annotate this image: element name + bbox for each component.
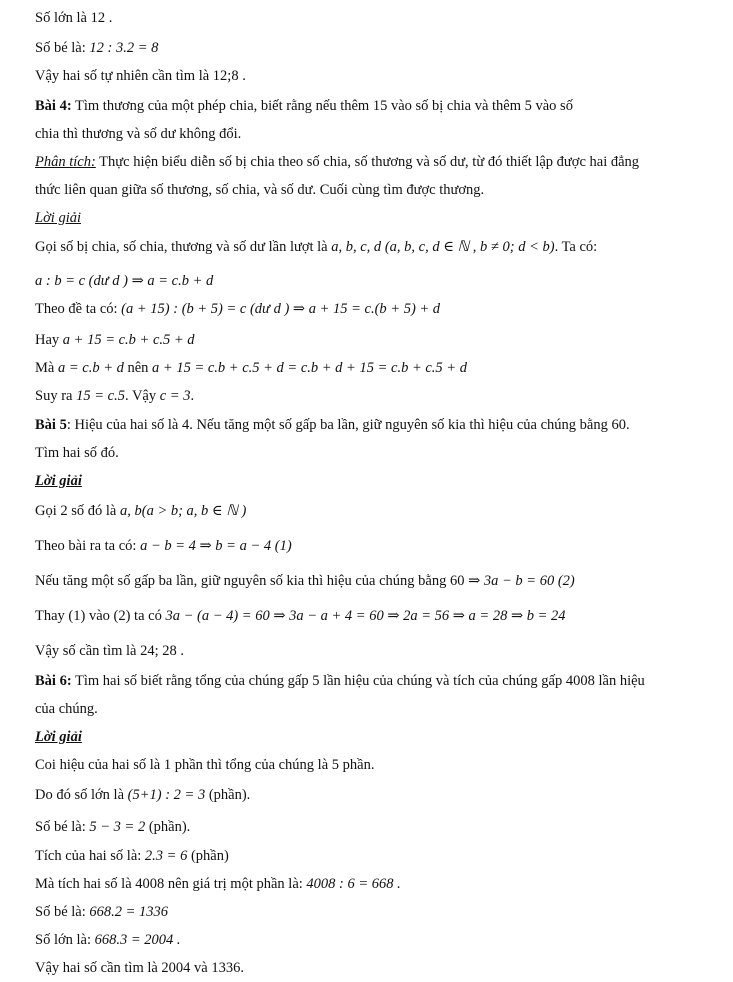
text: Mà tích hai số là 4008 nên giá trị một phần là:: [35, 876, 303, 892]
text: .: [190, 388, 195, 404]
text: Tìm hai số đó.: [35, 445, 119, 461]
math-expression: 15 = c.5: [76, 388, 125, 404]
math-expression: 668.3 = 2004 .: [94, 932, 181, 948]
problem-label: Bài 5: [35, 417, 67, 433]
text-line: [35, 846, 721, 866]
text: nên: [127, 360, 149, 376]
problem-6-statement: [35, 671, 721, 691]
text-line: [35, 536, 721, 556]
text-line: [35, 271, 721, 291]
problem-4-statement: [35, 96, 721, 116]
text: (phần): [190, 848, 229, 864]
text: Vậy hai số tự nhiên cần tìm là 12;8 .: [35, 68, 246, 84]
math-expression: a = c.b + d: [57, 360, 124, 376]
analysis-label: Phân tích:: [35, 154, 96, 170]
math-expression: (5+1) : 2 = 3: [127, 787, 206, 803]
solution-heading: [35, 208, 721, 228]
text-line: [35, 443, 721, 463]
math-expression: 12 : 3.2 = 8: [89, 40, 159, 56]
text: Thay (1) vào (2) ta có: [35, 608, 162, 624]
math-expression: ⇒ 3a − b = 60 (2): [468, 573, 575, 589]
text: . Vậy: [124, 388, 157, 404]
text: Do đó số lớn là: [35, 787, 125, 803]
solution-label: Lời giải: [35, 473, 82, 489]
text-line: [35, 874, 721, 894]
text: chia thì thương và số dư không đổi.: [35, 126, 242, 142]
text: Nếu tăng một số gấp ba lần, giữ nguyên số kia thì hiệu của chúng bằng 60: [35, 573, 465, 589]
solution-heading: [35, 727, 721, 747]
math-expression: c = 3: [159, 388, 191, 404]
text-line: [35, 501, 721, 521]
text-line: [35, 817, 721, 837]
text: (phần).: [208, 787, 251, 803]
analysis-line: [35, 152, 721, 172]
text: Hay: [35, 332, 60, 348]
text: Coi hiệu của hai số là 1 phần thì tổng của chúng là 5 phần.: [35, 757, 375, 773]
text: (phần).: [148, 819, 191, 835]
text: Tìm hai số biết rằng tổng của chúng gấp 5 lần hiệu của chúng và tích của chúng gấp 4008 lần hiệu: [71, 673, 645, 689]
text-line: [35, 958, 721, 978]
text-line: [35, 699, 721, 719]
text-line: [35, 124, 721, 144]
text: Số bé là:: [35, 819, 86, 835]
text-line: [35, 386, 721, 406]
text: . Ta có:: [554, 239, 598, 255]
math-expression: a − b = 4 ⇒ b = a − 4 (1): [140, 538, 292, 554]
text-line: [35, 606, 721, 626]
text-line: [35, 930, 721, 950]
text: Thực hiện biểu diễn số bị chia theo số chia, số thương và số dư, từ đó thiết lập được hai đẳng: [95, 154, 640, 170]
text: Gọi số bị chia, số chia, thương và số dư lần lượt là: [35, 239, 328, 255]
math-expression: 668.2 = 1336: [89, 904, 169, 920]
text-line: [35, 755, 721, 775]
text: Gọi 2 số đó là: [35, 503, 117, 519]
math-expression: a + 15 = c.b + c.5 + d: [62, 332, 195, 348]
solution-label: Lời giải: [35, 210, 82, 226]
text: Số bé là:: [35, 40, 86, 56]
text-line: [35, 641, 721, 661]
text: Theo bài ra ta có:: [35, 538, 137, 554]
text-line: [35, 571, 721, 591]
text: Suy ra: [35, 388, 73, 404]
text: Tìm thương của một phép chia, biết rằng nếu thêm 15 vào số bị chia và thêm 5 vào số: [71, 98, 573, 114]
text: Số lớn là 12 .: [35, 10, 113, 26]
solution-label: Lời giải: [35, 729, 82, 745]
text-line: [35, 66, 721, 86]
text: Vậy số cần tìm là 24; 28 .: [35, 643, 185, 659]
math-expression: (a + 15) : (b + 5) = c (dư d ) ⇒ a + 15 = c.(b + 5) + d: [121, 301, 441, 317]
text-line: [35, 330, 721, 350]
text-line: [35, 237, 721, 257]
math-expression: a, b(a > b; a, b ∈ ℕ ): [119, 503, 247, 519]
text-line: [35, 785, 721, 805]
math-expression: a + 15 = c.b + c.5 + d = c.b + d + 15 = c.b + c.5 + d: [152, 360, 467, 376]
text: thức liên quan giữa số thương, số chia, và số dư. Cuối cùng tìm được thương.: [35, 182, 485, 198]
text: Theo đề ta có:: [35, 301, 118, 317]
problem-label: Bài 6:: [35, 673, 72, 689]
text: Số lớn là:: [35, 932, 92, 948]
text: Vậy hai số cần tìm là 2004 và 1336.: [35, 960, 244, 976]
text-line: [35, 299, 721, 319]
text-line: [35, 38, 721, 58]
problem-label: Bài 4:: [35, 98, 72, 114]
math-expression: 3a − (a − 4) = 60 ⇒ 3a − a + 4 = 60 ⇒ 2a = 56 ⇒ a = 28 ⇒ b = 24: [165, 608, 566, 624]
text-line: [35, 180, 721, 200]
text-line: [35, 358, 721, 378]
text-line: [35, 902, 721, 922]
text: của chúng.: [35, 701, 98, 717]
math-expression: 4008 : 6 = 668 .: [306, 876, 401, 892]
math-expression: a : b = c (dư d ) ⇒ a = c.b + d: [35, 273, 214, 289]
problem-5-statement: [35, 415, 721, 435]
math-expression: (a, b, c, d ∈ ℕ , b ≠ 0; d < b): [384, 239, 555, 255]
text-line: [35, 8, 721, 28]
text: Mà: [35, 360, 55, 376]
math-expression: a, b, c, d: [331, 239, 382, 255]
solution-heading: [35, 471, 721, 491]
text: Tích của hai số là:: [35, 848, 142, 864]
text: Số bé là:: [35, 904, 86, 920]
math-expression: 2.3 = 6: [144, 848, 188, 864]
math-expression: 5 − 3 = 2: [89, 819, 146, 835]
text: : Hiệu của hai số là 4. Nếu tăng một số gấp ba lần, giữ nguyên số kia thì hiệu của chúng bằng 60.: [66, 417, 630, 433]
